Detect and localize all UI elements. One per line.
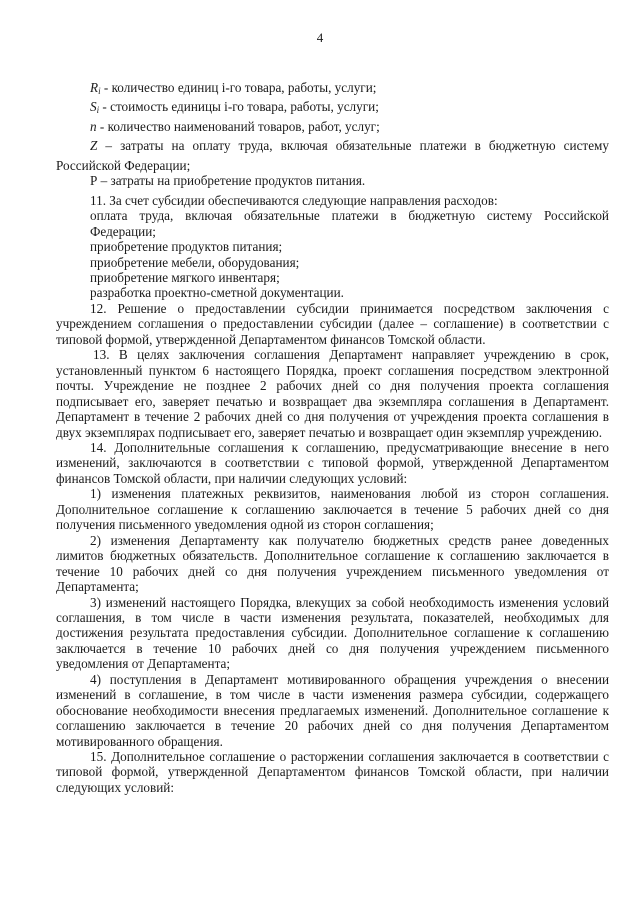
clause-15: 15. Дополнительное соглашение о расторжении соглашения заключается в соответствии с типовой формой, утвержденной Департаментом финансов Томской области, при наличии следующих условий: [56, 749, 609, 795]
list-item: приобретение мягкого инвентаря; [90, 269, 280, 285]
clause-14-item: 1) изменения платежных реквизитов, наименования любой из сторон соглашения. Дополнительное соглашение к соглашению заключается в течение 5 рабочих дней со дня получения письменного уведомления одной из сторон соглашения; [56, 486, 609, 533]
list-item: приобретение продуктов питания; [90, 239, 283, 255]
definition-line: Z – затраты на оплату труда, включая обязательные платежи в бюджетную систему Российской Федерации; [56, 138, 609, 173]
definition-line: $R_i$ - количество единиц i-го товара, работы, услуги; [90, 80, 377, 96]
clause-14-item: 2) изменения Департаменту как получателю бюджетных средств ранее доведенных лимитов бюджетных обязательств. Дополнительное соглашение к соглашению заключается в течение 10 рабочих дней со дня получения учреждением письменного уведомления от Департамента; [56, 532, 609, 595]
definition-line: n - количество наименований товаров, работ, услуг; [90, 118, 380, 134]
definition-line: $S_i$ - стоимость единицы i-го товара, работы, услуги; [90, 99, 379, 116]
clause-14-intro: 14. Дополнительные соглашения к соглашению, предусматривающие внесение в него изменений, заключаются в соответствии с типовой формой, утвержденной Департаментом финансов Томской области, при наличии следующих условий: [56, 439, 609, 486]
clause-12: 12. Решение о предоставлении субсидии принимается посредством заключения с учреждением соглашения о предоставлении субсидии (далее – соглашение) в соответствии с типовой формой, утвержденной Департаментом финансов Томской области. [56, 300, 609, 347]
clause-11-intro: 11. За счет субсидии обеспечиваются следующие направления расходов: [90, 192, 498, 208]
document-body [56, 80, 609, 795]
definition-line: Р – затраты на приобретение продуктов питания. [90, 173, 366, 189]
clause-14-item: 3) изменений настоящего Порядка, влекущих за собой необходимость изменения условий соглашения, в том числе в части изменения результата, показателей, необходимых для достижения результата предоставления субсидии. Дополнительное соглашение к соглашению заключается в течение 10 рабочих дней со дня получения учреждением письменного уведомления от Департамента; [56, 594, 609, 672]
clause-14-item: 4) поступления в Департамент мотивированного обращения учреждения о внесении изменений в соглашение, в том числе в части изменения размера субсидии, содержащего обоснование необходимости внесения предлагаемых изменений. Дополнительное соглашение к соглашению заключается в течение 20 рабочих дней со дня получения Департаментом мотивированного обращения. [56, 671, 609, 749]
page-number: 4 [316, 30, 324, 45]
list-item: разработка проектно-сметной документации. [90, 285, 344, 301]
clause-13: 13. В целях заключения соглашения Департамент направляет учреждению в срок, установленный пунктом 6 настоящего Порядка, проект соглашения посредством электронной почты. Учреждение не позднее 2 рабочих дней со дня получения проекта соглашения подписывает его, заверяет печатью и возвращает два экземпляра соглашения в Департамент. Департамент в течение 2 рабочих дней со дня получения от учреждения проекта соглашения в двух экземплярах подписывает его, заверяет печатью и возвращает один экземпляр учреждению. [56, 347, 609, 440]
clause-11-list [56, 208, 609, 301]
list-item: приобретение мебели, оборудования; [90, 254, 300, 270]
list-item: оплата труда, включая обязательные платежи в бюджетную систему Российской Федерации; [90, 208, 609, 239]
